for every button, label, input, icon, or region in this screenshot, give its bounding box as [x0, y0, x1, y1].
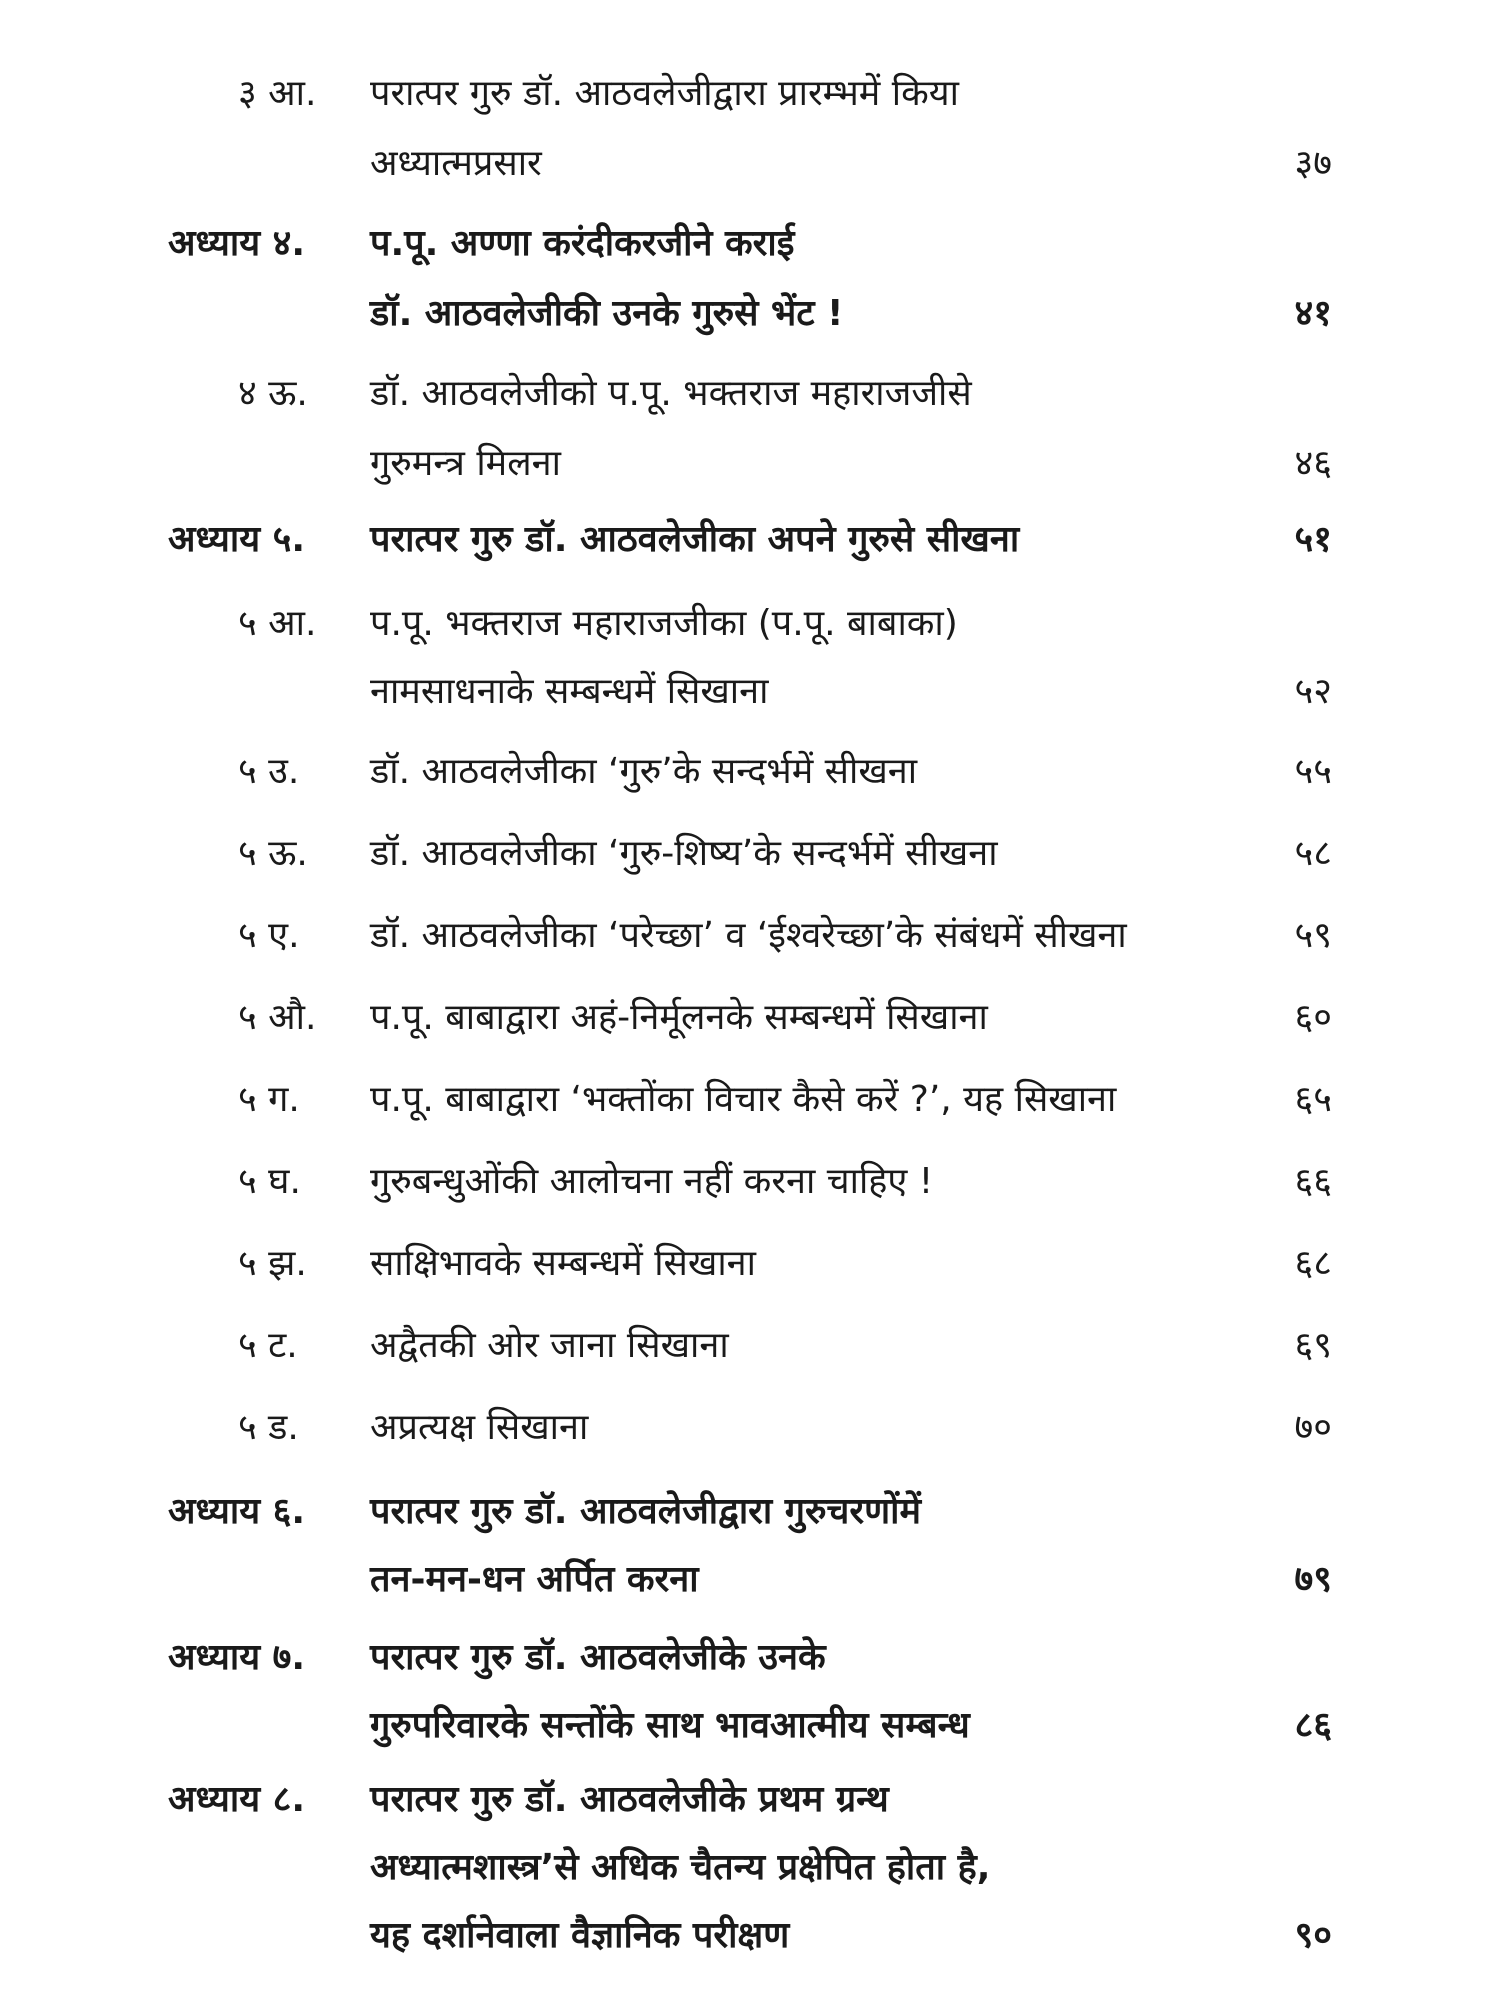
toc-entry-page-number: ४६ — [1294, 443, 1332, 484]
toc-entry-title-line: गुरुपरिवारके सन्तोंके साथ भावआत्मीय सम्बन्ध — [370, 1705, 970, 1746]
toc-entry-number: ५ ट. — [238, 1325, 298, 1366]
toc-entry-title-line: साक्षिभावके सम्बन्धमें सिखाना — [370, 1243, 756, 1284]
toc-entry-title-line: परात्पर गुरु डॉ. आठवलेजीके प्रथम ग्रन्थ — [370, 1779, 889, 1820]
toc-entry-page-number: ७९ — [1294, 1559, 1332, 1600]
toc-chapter-number: अध्याय ७. — [168, 1637, 306, 1678]
toc-entry-page-number: ५२ — [1294, 671, 1332, 712]
toc-entry-title-line: प.पू. बाबाद्वारा ‘भक्तोंका विचार कैसे करें ?’, यह सिखाना — [370, 1079, 1117, 1120]
toc-entry-page-number: ६५ — [1294, 1079, 1332, 1120]
toc-entry-title-line: डॉ. आठवलेजीको प.पू. भक्तराज महाराजजीसे — [370, 373, 972, 414]
toc-entry-page-number: ६६ — [1294, 1161, 1332, 1202]
toc-entry-title-line: यह दर्शानेवाला वैज्ञानिक परीक्षण — [370, 1915, 790, 1956]
toc-entry-page-number: ९० — [1294, 1915, 1332, 1956]
toc-entry-title-line: परात्पर गुरु डॉ. आठवलेजीद्वारा गुरुचरणोंमें — [370, 1491, 921, 1532]
toc-entry-number: ५ झ. — [238, 1243, 307, 1284]
toc-entry-title-line: अप्रत्यक्ष सिखाना — [370, 1407, 589, 1448]
toc-entry-page-number: ६० — [1294, 997, 1332, 1038]
toc-entry-title-line: प.पू. अण्णा करंदीकरजीने कराई — [370, 223, 795, 264]
toc-entry-number: ५ घ. — [238, 1161, 301, 1202]
toc-entry-title-line: प.पू. भक्तराज महाराजजीका (प.पू. बाबाका) — [370, 603, 958, 644]
toc-chapter-number: अध्याय ८. — [168, 1779, 306, 1820]
toc-entry-title-line: नामसाधनाके सम्बन्धमें सिखाना — [370, 671, 769, 712]
toc-entry-page-number: ८६ — [1294, 1705, 1332, 1746]
toc-entry-number: ४ ऊ. — [238, 373, 308, 414]
toc-entry-title-line: प.पू. बाबाद्वारा अहं-निर्मूलनके सम्बन्धमें सिखाना — [370, 997, 988, 1038]
toc-entry-number: ५ ड. — [238, 1407, 299, 1448]
toc-entry-number: ५ औ. — [238, 997, 317, 1038]
toc-entry-number: ५ ए. — [238, 915, 300, 956]
toc-entry-title-line: परात्पर गुरु डॉ. आठवलेजीका अपने गुरुसे सीखना — [370, 519, 1020, 560]
toc-entry-title-line: डॉ. आठवलेजीकी उनके गुरुसे भेंट ! — [370, 293, 844, 334]
toc-entry-page-number: ५८ — [1294, 833, 1332, 874]
toc-entry-page-number: ४१ — [1294, 293, 1332, 334]
toc-entry-page-number: ५१ — [1294, 519, 1332, 560]
toc-entry-title-line: अध्यात्मप्रसार — [370, 143, 542, 184]
toc-entry-page-number: ३७ — [1294, 143, 1332, 184]
toc-entry-page-number: ७० — [1294, 1407, 1332, 1448]
toc-entry-number: ५ आ. — [238, 603, 317, 644]
toc-entry-page-number: ५९ — [1294, 915, 1332, 956]
toc-entry-number: ५ ऊ. — [238, 833, 308, 874]
toc-entry-number: ५ उ. — [238, 751, 300, 792]
toc-entry-number: ३ आ. — [238, 73, 317, 114]
toc-chapter-number: अध्याय ४. — [168, 223, 306, 264]
toc-entry-title-line: गुरुबन्धुओंकी आलोचना नहीं करना चाहिए ! — [370, 1161, 934, 1202]
toc-entry-title-line: अद्वैतकी ओर जाना सिखाना — [370, 1325, 729, 1366]
toc-entry-page-number: ६८ — [1294, 1243, 1332, 1284]
toc-entry-title-line: परात्पर गुरु डॉ. आठवलेजीद्वारा प्रारम्भमें किया — [370, 73, 959, 114]
toc-chapter-number: अध्याय ५. — [168, 519, 306, 560]
toc-entry-title-line: परात्पर गुरु डॉ. आठवलेजीके उनके — [370, 1637, 826, 1678]
toc-entry-title-line: डॉ. आठवलेजीका ‘परेच्छा’ व ‘ईश्वरेच्छा’के संबंधमें सीखना — [370, 915, 1127, 956]
toc-entry-title-line: डॉ. आठवलेजीका ‘गुरु’के सन्दर्भमें सीखना — [370, 751, 918, 792]
toc-entry-title-line: डॉ. आठवलेजीका ‘गुरु-शिष्य’के सन्दर्भमें सीखना — [370, 833, 998, 874]
toc-entry-page-number: ६९ — [1294, 1325, 1332, 1366]
toc-chapter-number: अध्याय ६. — [168, 1491, 306, 1532]
toc-entry-title-line: तन-मन-धन अर्पित करना — [370, 1559, 699, 1600]
toc-entry-title-line: गुरुमन्त्र मिलना — [370, 443, 561, 484]
toc-entry-title-line: अध्यात्मशास्त्र’से अधिक चैतन्य प्रक्षेपित होता है, — [370, 1847, 991, 1888]
toc-entry-page-number: ५५ — [1294, 751, 1332, 792]
toc-entry-number: ५ ग. — [238, 1079, 300, 1120]
